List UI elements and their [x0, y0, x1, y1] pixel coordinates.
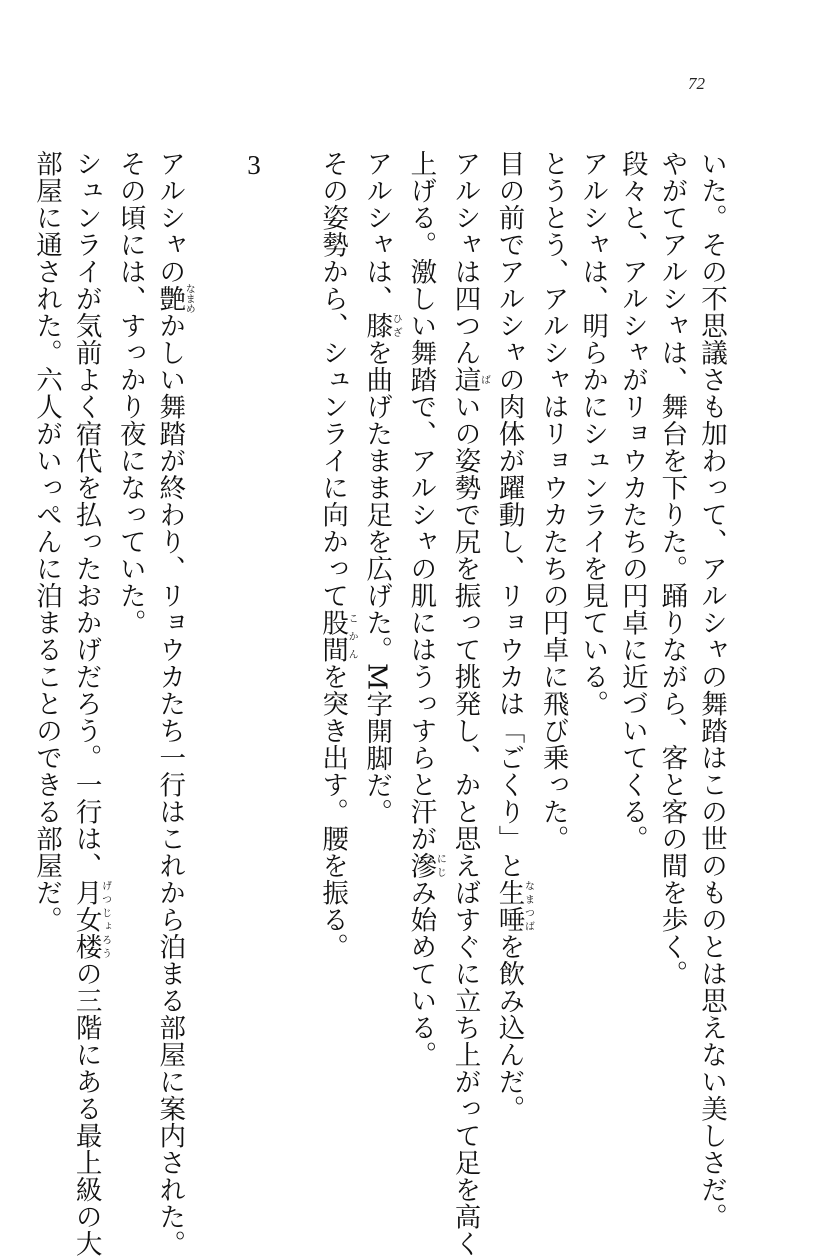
- furigana-reading: こかん: [346, 609, 358, 663]
- furigana-reading: なまつば: [522, 879, 534, 933]
- text-line: その姿勢から、シュンライに向かって股間こかんを突き出す。腰を振る。: [317, 150, 358, 960]
- blank-line: [194, 150, 234, 1160]
- ruby-word: 月女楼げつじょろう: [70, 879, 111, 960]
- page-number: 72: [688, 74, 705, 93]
- text-line: アルシャは、明らかにシュンライを見ている。: [577, 150, 609, 717]
- blank-line: [273, 150, 313, 1160]
- text-line: 段々と、アルシャがリョウカたちの円卓に近づいてくる。: [616, 150, 648, 852]
- text-line: いた。その不思議さも加わって、アルシャの舞踏はこの世のものとは思えない美しさだ。: [696, 150, 727, 1230]
- furigana-reading: なまめ: [183, 283, 195, 314]
- furigana-reading: ば: [478, 366, 490, 393]
- text-line: アルシャは四つん這ばいの姿勢で尻を振って挑発し、かと思えばすぐに立ち上がって足を高く: [449, 150, 490, 1257]
- text-line: やがてアルシャは、舞台を下りた。踊りながら、客と客の間を歩く。: [656, 150, 688, 987]
- text-line: 部屋に通された。六人がいっぺんに泊まることのできる部屋だ。: [31, 150, 62, 933]
- ruby-word: 滲にじ: [405, 852, 446, 879]
- furigana-reading: げつじょろう: [99, 879, 111, 960]
- text-line: アルシャは、膝ひざを曲げたまま足を広げた。M字開脚だ。: [361, 150, 402, 826]
- ruby-word: 這ば: [449, 366, 490, 393]
- text-line: シュンライが気前よく宿代を払ったおかげだろう。一行は、月女楼げつじょろうの三階にある最上級の大: [70, 150, 111, 1257]
- text-line: とうとう、アルシャはリョウカたちの円卓に飛び乗った。: [537, 150, 569, 852]
- ruby-word: 艶なまめ: [154, 283, 195, 314]
- text-line: 目の前でアルシャの肉体が躍動し、リョウカは「ごくり」と生唾なまつばを飲み込んだ。: [493, 150, 534, 1122]
- furigana-reading: にじ: [434, 852, 446, 879]
- ruby-word: 膝ひざ: [361, 312, 402, 339]
- section-number: 3: [238, 150, 269, 181]
- furigana-reading: ひざ: [390, 312, 402, 339]
- body-text: [26, 150, 731, 1257]
- text-line: 上げる。激しい舞踏で、アルシャの肌にはうっすらと汗が滲にじみ始めている。: [405, 150, 446, 1068]
- ruby-word: 股間こかん: [317, 609, 358, 663]
- text-line: アルシャの艶なまめかしい舞踏が終わり、リョウカたち一行はこれから泊まる部屋に案内された。: [154, 150, 195, 1257]
- ruby-word: 生唾なまつば: [493, 879, 534, 933]
- text-line: その頃には、すっかり夜になっていた。: [114, 150, 146, 636]
